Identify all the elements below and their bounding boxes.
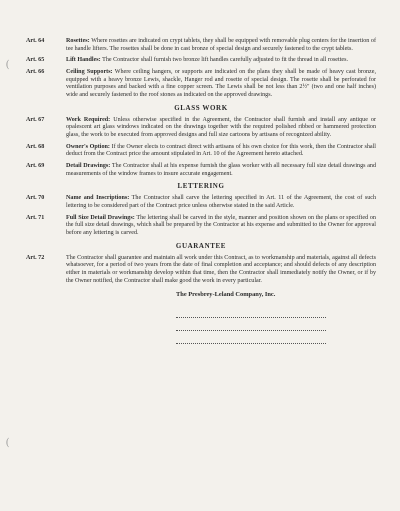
article <box>26 163 376 178</box>
article-body <box>66 144 376 159</box>
article <box>26 57 376 65</box>
article <box>26 215 376 238</box>
article-text: Unless otherwise specified in the Agreement, the Contractor shall furnish and install any antique or opalescent art glass windows indicated on the drawings together with the required polished ribbed or hammered protection glass, the work to be executed from approved designs and full size cartoons by artisans of recognized ability. <box>66 116 377 138</box>
section-heading-glass-work: GLASS WORK <box>174 103 228 112</box>
article-number: Art. 67 <box>26 116 45 123</box>
article-number: Art. 68 <box>26 143 45 150</box>
article-number: Art. 64 <box>26 38 45 44</box>
margin-mark: ( <box>6 59 10 70</box>
article-title: Name and Inscriptions: <box>66 195 130 202</box>
article-text: The lettering shall be carved in the style, manner and position shown on the plans or specified on the full size detail drawings, which shall be prepared by the Contractor at his expense and submitted to the Owner for approval before any lettering is carved. <box>66 214 376 236</box>
article-text: Where ceiling hangers, or supports are indicated on the plans they shall be made of heavy cast bronze, equipped with a heavy bronze Lewis, shackle, Hanger rod and rosette of special design. The rosette shall be perforated for ventilation purposes and backed with a fine copper screen. The Lewis shall be not less than 2½" (two and one half inches) wide and securely fastened to the roof stones as indicated on the approved drawings. <box>66 69 376 98</box>
article-text: The Contractor shall carve the lettering specified in Art. 11 of the Agreement, the cost of such lettering to be considered part of the Contract price unless otherwise stated in the said Article. <box>66 195 376 210</box>
article <box>26 144 376 159</box>
signature-line <box>176 334 326 344</box>
article-text: The Contractor shall guarantee and maintain all work under this Contract, as to workmanship and materials, against all defects whatsoever, for a period of two years from the date of final completion and acceptance; and should defects of any description either in materials or workmanship develop within that time, then the Contractor shall immediately notify the Owner, or if by the Owner notified, the Contractor shall make good the work in every particular. <box>66 254 376 284</box>
section-heading-lettering: LETTERING <box>177 182 225 191</box>
article <box>26 69 376 99</box>
document-content <box>26 38 376 347</box>
margin-mark: ( <box>6 437 10 448</box>
article-title: Work Required: <box>66 116 111 123</box>
article <box>26 117 376 140</box>
article-number: Art. 71 <box>26 214 45 221</box>
article-title: Ceiling Supports: <box>66 69 113 76</box>
article-title: Owner's Option: <box>66 143 110 150</box>
article-title: Full Size Detail Drawings: <box>66 214 135 221</box>
article-body <box>66 215 376 238</box>
article-text: The Contractor shall furnish two bronze lift handles carefully adjusted to fit the thread in all rosettes. <box>102 57 349 64</box>
article-number: Art. 66 <box>26 69 45 76</box>
company-name: The Presbrey-Leland Company, Inc. <box>176 291 276 299</box>
signature-block <box>26 291 376 344</box>
article-number: Art. 69 <box>26 163 45 170</box>
article-body <box>66 69 376 99</box>
signature-line <box>176 308 326 318</box>
section-heading-guarantee: GUARANTEE <box>175 241 227 250</box>
article <box>26 38 376 53</box>
article-title: Lift Handles: <box>66 57 101 64</box>
article-body <box>66 195 376 210</box>
article-number: Art. 65 <box>26 57 45 64</box>
article-text: If the Owner elects to contract direct with artisans of his own choice for this work, then the Contractor shall deduct from the Contract price the amount stipulated in Art. 10 of the Agreement hereto attached. <box>66 143 377 158</box>
article-number: Art. 70 <box>26 195 45 202</box>
article-body <box>66 255 376 285</box>
article-body <box>66 57 376 65</box>
article <box>26 255 376 285</box>
article-body <box>66 38 376 53</box>
article-body <box>66 117 376 140</box>
article-title: Detail Drawings: <box>66 163 111 170</box>
article <box>26 195 376 210</box>
article-title: Rosettes: <box>66 38 90 44</box>
article-number: Art. 72 <box>26 254 45 261</box>
article-body <box>66 163 376 178</box>
article-text: Where rosettes are indicated on crypt tablets, they shall be equipped with removable plug centers for the insertion of tee handle lifters. The rosettes shall be done in cast bronze of special design and securely fastened to the crypt tablets. <box>66 38 376 52</box>
article-text: The Contractor shall at his expense furnish the glass worker with all necessary full size detail drawings and measurements of the window frames to insure accurate engagement. <box>66 163 376 177</box>
signature-line <box>176 321 326 331</box>
